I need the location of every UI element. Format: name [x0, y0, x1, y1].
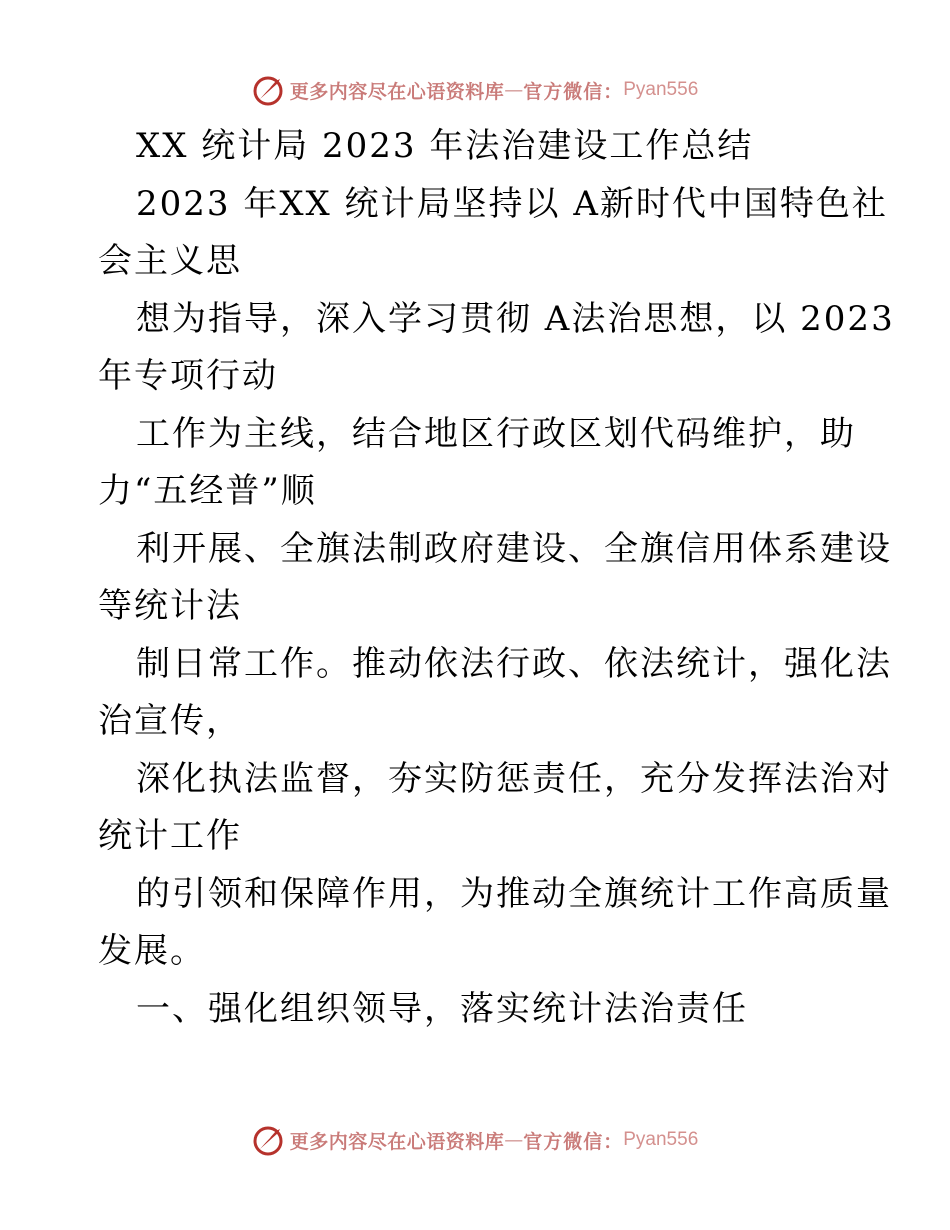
text-line: 工作为主线，结合地区行政区划代码维护，助: [136, 413, 856, 454]
text-line: 的引领和保障作用，为推动全旗统计工作高质量: [136, 873, 892, 914]
text-line: 力“五经普”顺: [98, 471, 317, 511]
text-line: 发展。: [98, 931, 206, 971]
banner-account-id: Pyan556: [623, 1129, 699, 1150]
banner-separator: —: [504, 79, 524, 101]
section-heading: 一、强化组织领导，落实统计法治责任: [136, 988, 748, 1029]
banner-site-text: 更多内容尽在心语资料库: [289, 1130, 505, 1153]
banner-account-id: Pyan556: [623, 79, 699, 100]
text-line: 会主义思: [98, 241, 242, 281]
text-line: 制日常工作。推动依法行政、依法统计，强化法: [136, 643, 892, 684]
banner-site-text: 更多内容尽在心语资料库: [289, 80, 505, 103]
document-title: XX 统计局 2023 年法治建设工作总结: [136, 126, 754, 166]
header-banner: [0, 70, 950, 110]
banner-separator: —: [504, 1129, 524, 1151]
text-line: 利开展、全旗法制政府建设、全旗信用体系建设: [136, 528, 892, 569]
banner-wechat-label: 官方微信：: [523, 1130, 624, 1153]
document-body: [98, 118, 895, 1038]
text-line: 深化执法监督，夯实防惩责任，充分发挥法治对: [136, 758, 892, 799]
text-line: 想为指导，深入学习贯彻 A法治思想，以 2023: [136, 298, 895, 339]
text-line: 治宣传，: [98, 701, 242, 741]
banner-wechat-label: 官方微信：: [523, 80, 624, 103]
text-line: 2023 年XX 统计局坚持以 A新时代中国特色社: [136, 183, 888, 224]
text-line: 年专项行动: [98, 356, 278, 396]
text-line: 等统计法: [98, 586, 242, 626]
quill-logo-icon: [252, 1123, 286, 1157]
text-line: 统计工作: [98, 816, 242, 856]
quill-logo-icon: [252, 73, 286, 107]
footer-banner: [0, 1120, 950, 1160]
